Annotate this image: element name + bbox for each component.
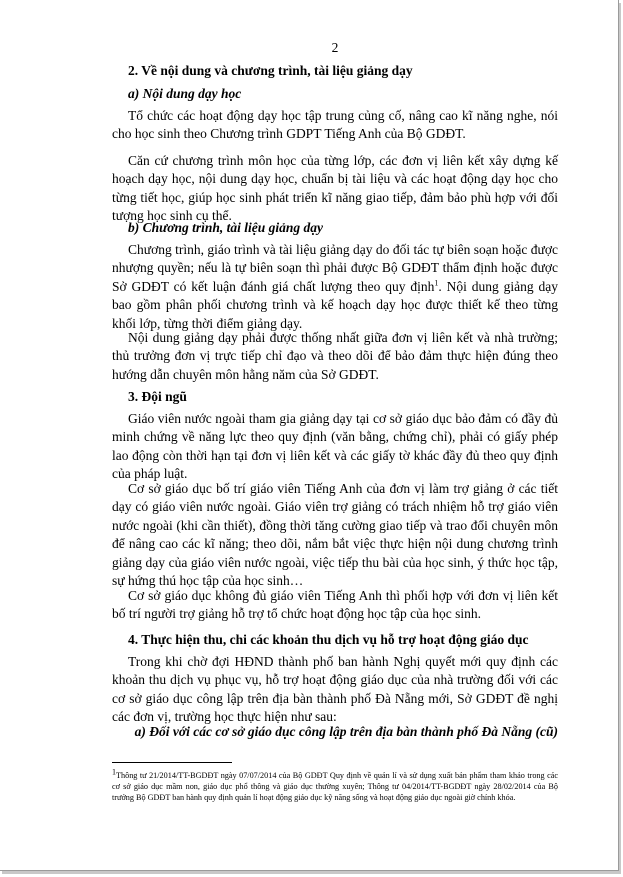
section-2a-subheading: a) Nội dung dạy học	[128, 86, 242, 101]
section-3-paragraph-1: Giáo viên nước ngoài tham gia giảng dạy tại cơ sở giáo dục bảo đảm có đầy đủ minh chứng về năng lực theo quy định (văn bằng, chứng chỉ), phải có giấy phép lao động còn thời hạn tại đơn vị liên kết và các giấy tờ khác đầy đủ theo quy định của pháp luật.	[112, 411, 558, 482]
section-3-paragraph-3: Cơ sở giáo dục không đủ giáo viên Tiếng Anh thì phối hợp với đơn vị liên kết bố trí người trợ giảng hỗ trợ tổ chức hoạt động học tập của học sinh.	[112, 588, 558, 622]
footnote-reference: 1	[434, 278, 439, 288]
footnote	[112, 767, 558, 803]
footnote-marker: 1	[112, 767, 116, 777]
section-3-heading: 3. Đội ngũ	[128, 389, 187, 404]
section-2b-subheading: b) Chương trình, tài liệu giảng dạy	[128, 220, 323, 235]
paragraph-text: Chương trình, giáo trình và tài liệu giảng dạy do đối tác tự biên soạn hoặc được nhượng quyền; nếu là tự biên soạn thì phải được Bộ GDĐT thẩm định hoặc được Sở GDĐT có kết luận đánh giá chất lượng theo quy định	[112, 242, 558, 294]
section-4-heading: 4. Thực hiện thu, chi các khoản thu dịch vụ hỗ trợ hoạt động giáo dục	[128, 632, 529, 647]
paragraph-text-continued: . Nội dung giảng dạy bao gồm phân phối chương trình và kế hoạch dạy học được thiết kế theo từng khối lớp, từng thời điểm giảng dạy.	[112, 278, 558, 331]
page-number: 2	[331, 40, 339, 55]
section-4-paragraph-1: Trong khi chờ đợi HĐND thành phố ban hành Nghị quyết mới quy định các khoản thu dịch vụ phục vụ, hỗ trợ hoạt động giáo dục của nhà trường đối với các cơ sở giáo dục công lập trên địa bàn thành phố Đà Nẵng mới, Sở GDĐT đề nghị các đơn vị, trường học thực hiện như sau:	[112, 654, 558, 725]
section-4a-subheading: a) Đối với các cơ sở giáo dục công lập trên địa bàn thành phố Đà Nẵng (cũ)	[134, 724, 558, 739]
section-2a-paragraph-2: Căn cứ chương trình môn học của từng lớp, các đơn vị liên kết xây dựng kế hoạch dạy học, nội dung dạy học, chuẩn bị tài liệu và các hoạt động dạy học cho từng tiết học, giúp học sinh phát triển kĩ năng giao tiếp, đảm bảo phù hợp với đối tượng học sinh cụ thể.	[112, 153, 558, 224]
section-3-paragraph-2: Cơ sở giáo dục bố trí giáo viên Tiếng Anh của đơn vị làm trợ giảng ở các tiết dạy có giáo viên nước ngoài. Giáo viên trợ giảng có trách nhiệm hỗ trợ giáo viên nước ngoài (khi cần thiết), đồng thời tăng cường giao tiếp và trao đổi chuyên môn để nâng cao các kĩ năng; theo dõi, nắm bắt việc thực hiện nội dung chương trình giảng dạy của giáo viên nước ngoài, việc tiếp thu bài của học sinh, ý thức học tập, sự hứng thú học tập của học sinh…	[112, 481, 558, 589]
footnote-text: Thông tư 21/2014/TT-BGDĐT ngày 07/07/2014 của Bộ GDĐT Quy định về quản lí và sử dụng xuất bản phẩm tham khảo trong các cơ sở giáo dục mầm non, giáo dục phổ thông và giáo dục thường xuyên; Thông tư 04/2014/TT-BGDĐT ngày 28/02/2014 của Bộ trưởng Bộ GDĐT ban hành quy định quản lí hoạt động giáo dục kỹ năng sống và hoạt động giáo dục ngoài giờ chính khóa.	[112, 771, 558, 802]
section-2b-paragraph-2: Nội dung giảng dạy phải được thống nhất giữa đơn vị liên kết và nhà trường; thủ trưởng đơn vị trực tiếp chỉ đạo và theo dõi để bảo đảm thực hiện đúng theo hướng dẫn chuyên môn hằng năm của Sở GDĐT.	[112, 330, 558, 382]
footnote-separator	[112, 762, 232, 763]
section-2a-paragraph-1: Tổ chức các hoạt động dạy học tập trung củng cố, nâng cao kĩ năng nghe, nói cho học sinh theo Chương trình GDPT Tiếng Anh của Bộ GDĐT.	[112, 108, 558, 142]
section-2-heading: 2. Về nội dung và chương trình, tài liệu giảng dạy	[128, 63, 413, 78]
section-2b-paragraph-1	[112, 241, 558, 333]
